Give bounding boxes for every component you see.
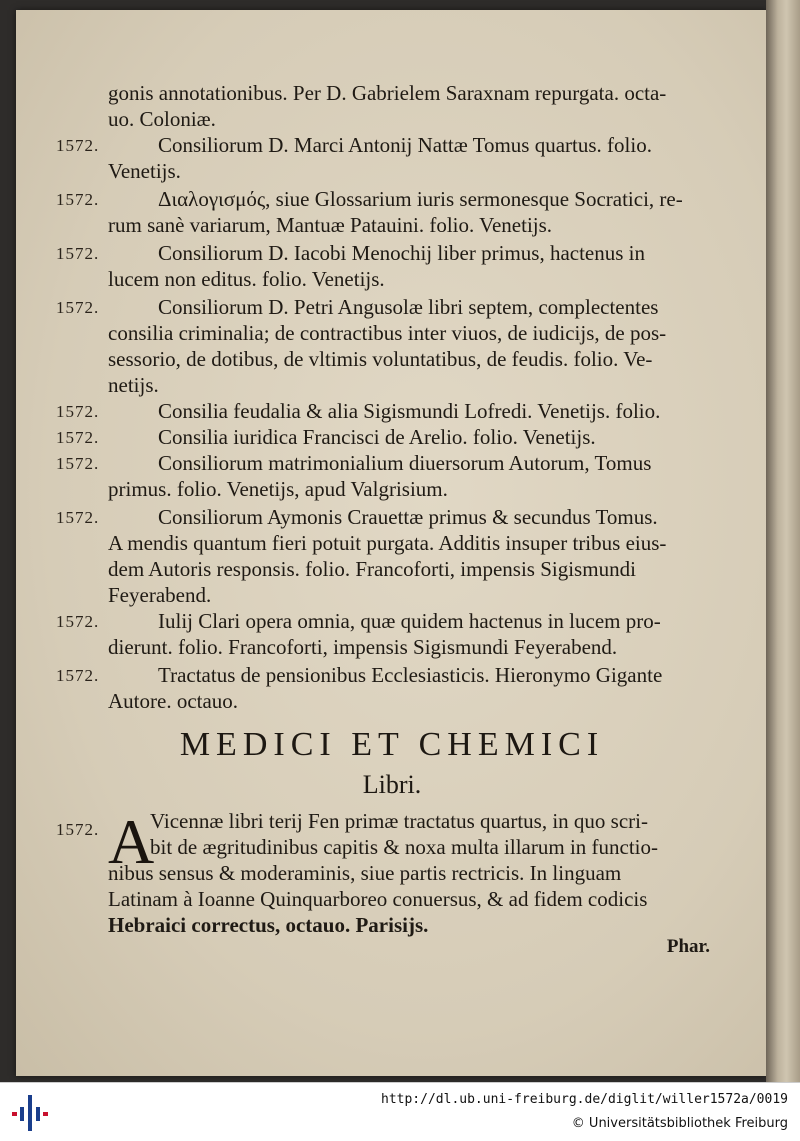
entry-text <box>108 132 720 184</box>
entry-line: Διαλογισμός, siue Glossarium iuris sermonesque Socratici, re- <box>158 187 683 211</box>
entry-text <box>108 662 720 714</box>
entry-text <box>108 240 720 292</box>
entry-text <box>108 608 720 660</box>
catchword: Phar. <box>666 936 710 957</box>
entry-text <box>108 186 720 238</box>
entry-year: 1572. <box>56 402 100 421</box>
entry-line: Feyerabend. <box>108 583 212 607</box>
entry-line: nibus sensus & moderaminis, siue partis rectricis. In linguam <box>108 861 622 885</box>
page-text <box>16 10 768 1076</box>
entry-line: Consiliorum D. Marci Antonij Nattæ Tomus quartus. folio. <box>158 133 652 157</box>
library-logo-icon <box>10 1093 50 1133</box>
entry-line: gonis annotationibus. Per D. Gabrielem Saraxnam repurgata. octa- <box>108 81 667 105</box>
entry-text <box>108 808 720 938</box>
entry-line: Latinam à Ioanne Quinquarboreo conuersus, & ad fidem codicis <box>108 887 648 911</box>
entry-text <box>108 80 720 132</box>
entry-line: consilia criminalia; de contractibus inter viuos, de iudicijs, de pos- <box>108 321 667 345</box>
entry-line: dierunt. folio. Francoforti, impensis Sigismundi Feyerabend. <box>108 635 618 659</box>
entry-line: sessorio, de dotibus, de vltimis voluntatibus, de feudis. folio. Ve- <box>108 347 653 371</box>
entry-text <box>108 398 720 424</box>
entry-line: Consiliorum D. Petri Angusolæ libri septem, complectentes <box>158 295 659 319</box>
copyright-notice: © Universitätsbibliothek Freiburg <box>571 1116 788 1131</box>
entry-line: Consiliorum matrimonialium diuersorum Autorum, Tomus <box>158 451 652 475</box>
entry-text <box>108 504 720 608</box>
viewer-footer <box>0 1082 800 1141</box>
entry-year: 1572. <box>56 820 100 839</box>
entry-line: uo. Coloniæ. <box>108 107 216 131</box>
entry-year: 1572. <box>56 244 100 263</box>
permalink-url[interactable]: http://dl.ub.uni-freiburg.de/diglit/willer1572a/0019 <box>381 1092 788 1107</box>
entry-text <box>108 424 720 450</box>
entry-line: Consilia feudalia & alia Sigismundi Lofredi. Venetijs. folio. <box>158 399 661 423</box>
entry-line: Consiliorum Aymonis Crauettæ primus & secundus Tomus. <box>158 505 658 529</box>
entry-line: Tractatus de pensionibus Ecclesiasticis. Hieronymo Gigante <box>158 663 663 687</box>
entry-year: 1572. <box>56 136 100 155</box>
entry-year: 1572. <box>56 666 100 685</box>
entry-line: Vicennæ libri terij Fen primæ tractatus quartus, in quo scri- <box>150 809 648 833</box>
section-subheading: Libri. <box>362 770 422 799</box>
entry-year: 1572. <box>56 508 100 527</box>
entry-year: 1572. <box>56 612 100 631</box>
entry-line: lucem non editus. folio. Venetijs. <box>108 267 385 291</box>
entry-line: dem Autoris responsis. folio. Francoforti, impensis Sigismundi <box>108 557 636 581</box>
entry-year: 1572. <box>56 190 100 209</box>
entry-line: Consiliorum D. Iacobi Menochij liber primus, hactenus in <box>158 241 645 265</box>
entry-line: Iulij Clari opera omnia, quæ quidem hactenus in lucem pro- <box>158 609 661 633</box>
entry-text <box>108 294 720 398</box>
entry-year: 1572. <box>56 428 100 447</box>
section-heading: MEDICI ET CHEMICI <box>179 726 605 763</box>
entry-line: primus. folio. Venetijs, apud Valgrisium. <box>108 477 448 501</box>
entry-line: Hebraici correctus, octauo. Parisijs. <box>108 913 429 937</box>
entry-text <box>108 450 720 502</box>
entry-line: Venetijs. <box>108 159 181 183</box>
entry-year: 1572. <box>56 454 100 473</box>
entry-line: Autore. octauo. <box>108 689 239 713</box>
book-page <box>16 10 768 1076</box>
entry-line: netijs. <box>108 373 159 397</box>
entry-line: A mendis quantum fieri potuit purgata. Additis insuper tribus eius- <box>108 531 667 555</box>
adjacent-page-edge <box>766 0 800 1082</box>
entry-year: 1572. <box>56 298 100 317</box>
entry-line: rum sanè variarum, Mantuæ Patauini. folio. Venetijs. <box>108 213 553 237</box>
drop-cap: A <box>108 806 155 877</box>
entry-line: bit de ægritudinibus capitis & noxa multa illarum in functio- <box>150 835 659 859</box>
entry-line: Consilia iuridica Francisci de Arelio. folio. Venetijs. <box>158 425 596 449</box>
